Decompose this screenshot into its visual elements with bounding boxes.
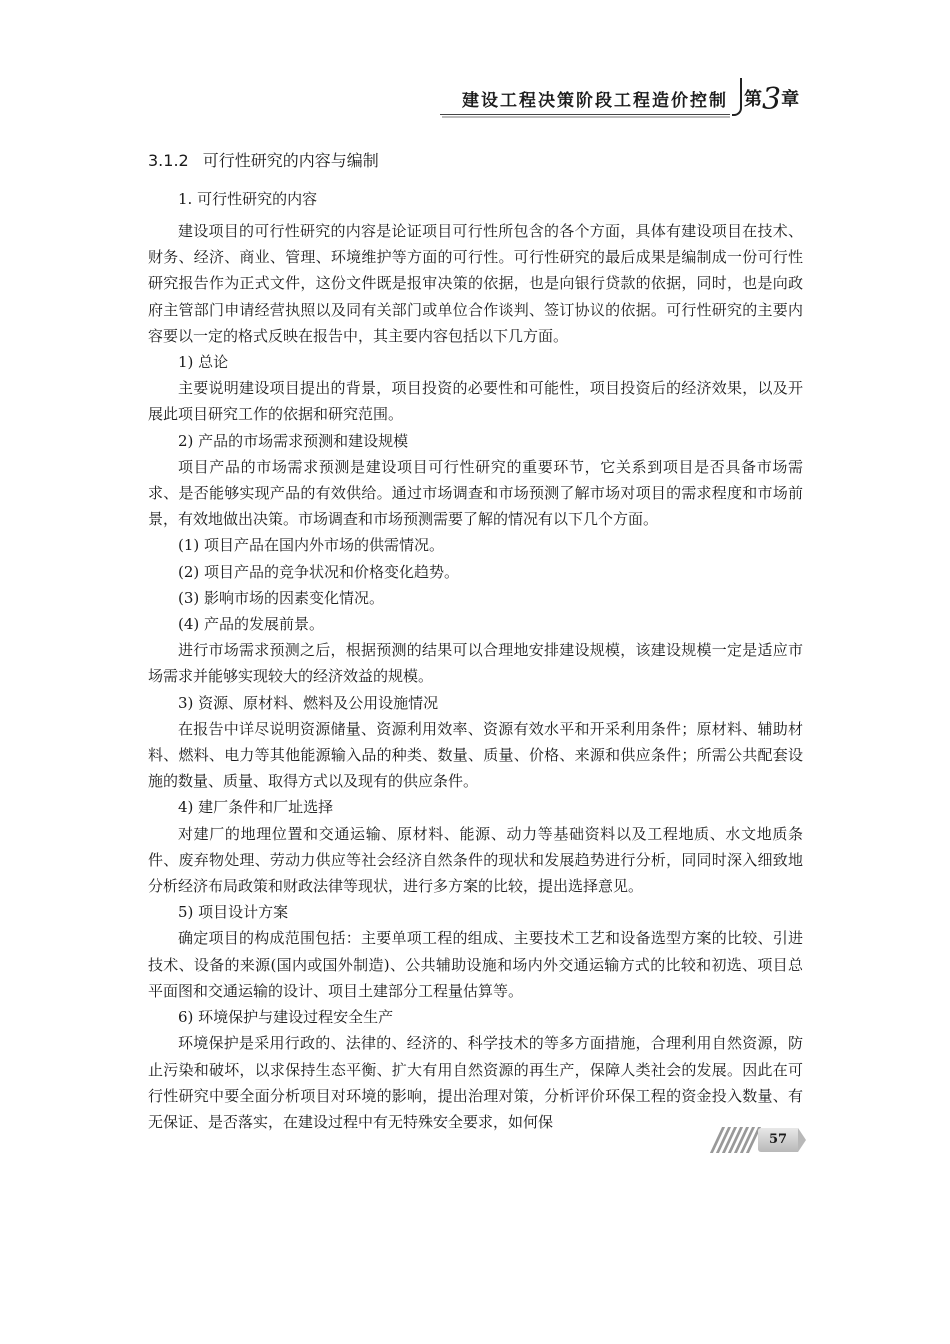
chapter-suffix: 章 [781, 89, 800, 110]
paragraph: 项目产品的市场需求预测是建设项目可行性研究的重要环节，它关系到项目是否具备市场需求、是否能够实现产品的有效供给。通过市场调查和市场预测了解市场对项目的需求程度和市场前景，有效地做出决策。市场调查和市场预测需要了解的情况有以下几个方面。 [148, 457, 803, 529]
chapter-prefix: 第 [744, 89, 762, 110]
paragraph: 建设项目的可行性研究的内容是论证项目可行性所包含的各个方面，具体有建设项目在技术、财务、经济、商业、管理、环境维护等方面的可行性。可行性研究的最后成果是编制成一份可行性研究报告作为正式文件，这份文件既是报审决策的依据，也是向银行贷款的依据，同时，也是向政府主管部门申请经营执照以及同有关部门或单位合作谈判、签订协议的依据。可行性研究的主要内容要以一定的格式反映在报告中，其主要内容包括以下几方面。 [148, 222, 803, 345]
section-number: 3.1.2 [148, 151, 189, 170]
section-heading [148, 150, 803, 172]
item-heading: 6) 环境保护与建设过程安全生产 [178, 1008, 394, 1027]
page-arrow-icon [798, 1128, 806, 1152]
chapter-label [744, 82, 799, 117]
list-item: (2) 项目产品的竞争状况和价格变化趋势。 [178, 562, 460, 581]
section-title: 可行性研究的内容与编制 [202, 151, 379, 170]
chapter-number: 3 [762, 82, 782, 117]
item-heading: 1) 总论 [178, 353, 229, 372]
paragraph: 确定项目的构成范围包括：主要单项工程的组成、主要技术工艺和设备选型方案的比较、引进技术、设备的来源(国内或国外制造)、公共辅助设施和场内外交通运输方式的比较和初选、项目总平面图和交通运输的设计、项目土建部分工程量估算等。 [148, 929, 803, 1000]
list-item: (4) 产品的发展前景。 [178, 615, 325, 634]
page-number: 57 [758, 1128, 798, 1152]
item-heading: 2) 产品的市场需求预测和建设规模 [178, 431, 409, 450]
item-heading: 3) 资源、原材料、燃料及公用设施情况 [178, 693, 439, 712]
paragraph: 在报告中详尽说明资源储量、资源利用效率、资源有效水平和开采利用条件；原材料、辅助材料、燃料、电力等其他能源输入品的种类、数量、质量、价格、来源和供应条件；所需公共配套设施的数量、质量、取得方式以及现有的供应条件。 [148, 719, 803, 791]
paragraph: 主要说明建设项目提出的背景，项目投资的必要性和可能性，项目投资后的经济效果，以及开展此项目研究工作的依据和研究范围。 [148, 379, 803, 424]
header-rule-shadow [442, 116, 730, 118]
list-item: (3) 影响市场的因素变化情况。 [178, 588, 385, 607]
page-footer [712, 1127, 804, 1153]
item-heading: 4) 建厂条件和厂址选择 [178, 798, 334, 817]
running-header [440, 76, 810, 116]
paragraph: 环境保护是采用行政的、法律的、经济的、科学技术的等多方面措施，合理利用自然资源，防止污染和破坏，以求保持生态平衡、扩大有用自然资源的再生产，保障人类社会的发展。因此在可行性研究中要全面分析项目对环境的影响，提出治理对策，分析评价环保工程的资金投入数量、有无保证、是否落实，在建设过程中有无特殊安全要求，如何保 [148, 1034, 803, 1131]
subsection-heading: 1. 可行性研究的内容 [178, 190, 318, 208]
header-hook-ornament [732, 78, 742, 116]
header-title: 建设工程决策阶段工程造价控制 [462, 91, 728, 111]
page-body [148, 150, 803, 1135]
header-rule [440, 114, 730, 115]
paragraph: 对建厂的地理位置和交通运输、原材料、能源、动力等基础资料以及工程地质、水文地质条件、废弃物处理、劳动力供应等社会经济自然条件的现状和发展趋势进行分析，同同时深入细致地分析经济布局政策和财政法律等现状，进行多方案的比较，提出选择意见。 [148, 824, 803, 896]
item-heading: 5) 项目设计方案 [178, 903, 289, 922]
paragraph: 进行市场需求预测之后，根据预测的结果可以合理地安排建设规模，该建设规模一定是适应市场需求并能够实现较大的经济效益的规模。 [148, 641, 803, 686]
list-item: (1) 项目产品在国内外市场的供需情况。 [178, 536, 445, 555]
